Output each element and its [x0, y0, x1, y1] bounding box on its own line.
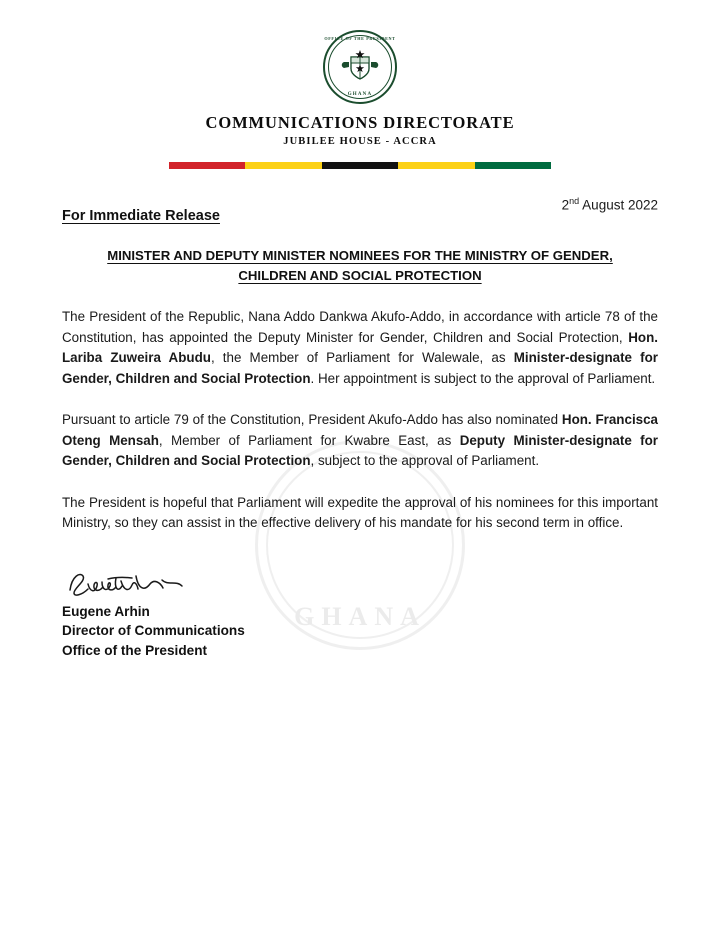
p1-text-3: . Her appointment is subject to the approval of Parliament.	[310, 370, 656, 386]
paragraph-3: The President is hopeful that Parliament will expedite the approval of his nominees for this important Ministry, so they can assist in the effective delivery of his mandate for his second term in office.	[62, 494, 658, 531]
p1-bold-1: Hon. Lariba Zuweira Abudu	[62, 329, 658, 366]
crest-emblem	[340, 47, 380, 87]
letterhead-subtitle: JUBILEE HOUSE - ACCRA	[283, 136, 437, 147]
p1-text-1: The President of the Republic, Nana Addo Dankwa Akufo-Addo, in accordance with article 78 of the Constitution, has appointed the Deputy Minister for Gender, Children and Social Protection,	[62, 309, 658, 345]
date-month-year: August 2022	[579, 197, 658, 213]
signatory-role: Director of Communications	[62, 623, 245, 639]
p2-text-1: Pursuant to article 79 of the Constitution, President Akufo-Addo has also nominated	[62, 412, 562, 428]
p2-text-3: , subject to the approval of Parliament.	[310, 453, 540, 469]
headline-line-1: MINISTER AND DEPUTY MINISTER NOMINEES FOR THE MINISTRY OF GENDER,	[107, 247, 613, 263]
p2-bold-1: Hon. Francisca Oteng Mensah	[62, 412, 659, 448]
paragraph-1	[62, 307, 658, 389]
handwritten-signature-icon	[64, 568, 214, 602]
date-day: 2	[561, 197, 570, 213]
ghana-coat-of-arms-icon	[323, 30, 397, 104]
p1-text-2: , the Member of Parliament for Walewale, as	[210, 350, 514, 366]
p2-bold-2: Deputy Minister-designate for Gender, Children and Social Protection	[62, 432, 658, 469]
release-label: For Immediate Release	[62, 207, 220, 224]
flag-color-bar	[169, 162, 551, 169]
watermark-text: GHANA	[294, 602, 426, 631]
page-title	[62, 246, 658, 287]
signatory-name: Eugene Arhin	[62, 603, 150, 619]
crest-bottom-text: GHANA	[347, 92, 373, 97]
date-ordinal: nd	[569, 196, 580, 206]
signature-block	[62, 568, 658, 660]
paragraph-2	[62, 410, 658, 472]
signatory-office: Office of the President	[62, 642, 208, 658]
p1-bold-2: Minister-designate for Gender, Children and Social Protection	[62, 350, 658, 386]
letterhead-title: COMMUNICATIONS DIRECTORATE	[205, 113, 515, 132]
crest-top-text: OFFICE OF THE PRESIDENT	[324, 36, 396, 41]
p2-text-2: , Member of Parliament for Kwabre East, as	[158, 432, 460, 448]
headline-line-2: CHILDREN AND SOCIAL PROTECTION	[238, 267, 482, 283]
letterhead	[62, 0, 658, 169]
